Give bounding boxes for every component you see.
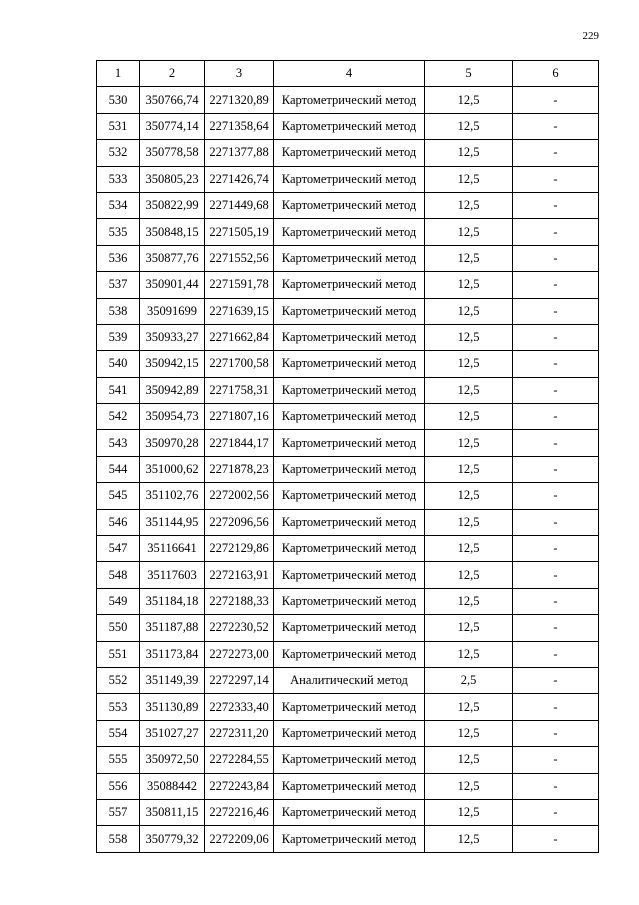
note-cell: - [513,615,599,641]
x-coordinate-cell: 35091699 [140,298,205,324]
point-number-cell: 549 [97,588,140,614]
note-cell: - [513,113,599,139]
method-cell: Картометрический метод [274,588,425,614]
accuracy-cell: 12,5 [425,826,513,852]
header-cell: 2 [140,61,205,87]
method-cell: Картометрический метод [274,509,425,535]
x-coordinate-cell: 351187,88 [140,615,205,641]
x-coordinate-cell: 350848,15 [140,219,205,245]
page-number: 229 [582,30,599,42]
note-cell: - [513,140,599,166]
y-coordinate-cell: 2271844,17 [205,430,274,456]
accuracy-cell: 12,5 [425,799,513,825]
x-coordinate-cell: 351027,27 [140,720,205,746]
header-cell: 5 [425,61,513,87]
x-coordinate-cell: 351173,84 [140,641,205,667]
method-cell: Картометрический метод [274,615,425,641]
accuracy-cell: 12,5 [425,404,513,430]
x-coordinate-cell: 350766,74 [140,87,205,113]
accuracy-cell: 12,5 [425,377,513,403]
y-coordinate-cell: 2271449,68 [205,192,274,218]
point-number-cell: 535 [97,219,140,245]
method-cell: Картометрический метод [274,87,425,113]
note-cell: - [513,298,599,324]
table-header-row [97,61,599,87]
accuracy-cell: 12,5 [425,87,513,113]
method-cell: Картометрический метод [274,826,425,852]
x-coordinate-cell: 351130,89 [140,694,205,720]
accuracy-cell: 12,5 [425,641,513,667]
note-cell: - [513,456,599,482]
note-cell: - [513,747,599,773]
note-cell: - [513,641,599,667]
method-cell: Картометрический метод [274,773,425,799]
accuracy-cell: 12,5 [425,588,513,614]
x-coordinate-cell: 351149,39 [140,667,205,693]
table-row [97,641,599,667]
y-coordinate-cell: 2272230,52 [205,615,274,641]
y-coordinate-cell: 2272243,84 [205,773,274,799]
accuracy-cell: 12,5 [425,747,513,773]
method-cell: Картометрический метод [274,430,425,456]
point-number-cell: 557 [97,799,140,825]
accuracy-cell: 12,5 [425,298,513,324]
note-cell: - [513,562,599,588]
method-cell: Картометрический метод [274,404,425,430]
method-cell: Картометрический метод [274,113,425,139]
point-number-cell: 555 [97,747,140,773]
note-cell: - [513,324,599,350]
x-coordinate-cell: 350972,50 [140,747,205,773]
x-coordinate-cell: 350805,23 [140,166,205,192]
table-row [97,324,599,350]
x-coordinate-cell: 351144,95 [140,509,205,535]
x-coordinate-cell: 350822,99 [140,192,205,218]
y-coordinate-cell: 2272129,86 [205,536,274,562]
note-cell: - [513,694,599,720]
accuracy-cell: 12,5 [425,166,513,192]
y-coordinate-cell: 2272188,33 [205,588,274,614]
note-cell: - [513,826,599,852]
point-number-cell: 552 [97,667,140,693]
x-coordinate-cell: 350901,44 [140,272,205,298]
table-row [97,694,599,720]
accuracy-cell: 12,5 [425,245,513,271]
note-cell: - [513,219,599,245]
y-coordinate-cell: 2272002,56 [205,483,274,509]
note-cell: - [513,667,599,693]
note-cell: - [513,351,599,377]
y-coordinate-cell: 2272311,20 [205,720,274,746]
header-cell: 6 [513,61,599,87]
table-body [97,61,599,853]
table-row [97,483,599,509]
note-cell: - [513,192,599,218]
accuracy-cell: 12,5 [425,324,513,350]
table-row [97,351,599,377]
point-number-cell: 542 [97,404,140,430]
accuracy-cell: 12,5 [425,773,513,799]
accuracy-cell: 12,5 [425,456,513,482]
note-cell: - [513,509,599,535]
header-cell: 4 [274,61,425,87]
header-cell: 3 [205,61,274,87]
y-coordinate-cell: 2271320,89 [205,87,274,113]
table-row [97,166,599,192]
table-row [97,667,599,693]
y-coordinate-cell: 2272297,14 [205,667,274,693]
accuracy-cell: 12,5 [425,430,513,456]
method-cell: Картометрический метод [274,219,425,245]
method-cell: Картометрический метод [274,351,425,377]
point-number-cell: 530 [97,87,140,113]
point-number-cell: 558 [97,826,140,852]
point-number-cell: 553 [97,694,140,720]
table-row [97,219,599,245]
y-coordinate-cell: 2271552,56 [205,245,274,271]
method-cell: Картометрический метод [274,192,425,218]
table-row [97,456,599,482]
y-coordinate-cell: 2271878,23 [205,456,274,482]
point-number-cell: 544 [97,456,140,482]
method-cell: Картометрический метод [274,298,425,324]
note-cell: - [513,245,599,271]
coordinates-table [96,60,599,853]
accuracy-cell: 12,5 [425,483,513,509]
x-coordinate-cell: 350811,15 [140,799,205,825]
y-coordinate-cell: 2271426,74 [205,166,274,192]
method-cell: Картометрический метод [274,324,425,350]
note-cell: - [513,588,599,614]
table-row [97,404,599,430]
point-number-cell: 541 [97,377,140,403]
table-row [97,562,599,588]
point-number-cell: 547 [97,536,140,562]
table-row [97,588,599,614]
x-coordinate-cell: 350942,15 [140,351,205,377]
note-cell: - [513,483,599,509]
y-coordinate-cell: 2272096,56 [205,509,274,535]
y-coordinate-cell: 2272333,40 [205,694,274,720]
y-coordinate-cell: 2271639,15 [205,298,274,324]
y-coordinate-cell: 2272163,91 [205,562,274,588]
accuracy-cell: 12,5 [425,509,513,535]
point-number-cell: 536 [97,245,140,271]
point-number-cell: 545 [97,483,140,509]
note-cell: - [513,720,599,746]
accuracy-cell: 12,5 [425,140,513,166]
method-cell: Аналитический метод [274,667,425,693]
method-cell: Картометрический метод [274,245,425,271]
accuracy-cell: 12,5 [425,113,513,139]
x-coordinate-cell: 350774,14 [140,113,205,139]
table-row [97,430,599,456]
point-number-cell: 540 [97,351,140,377]
table-row [97,509,599,535]
point-number-cell: 550 [97,615,140,641]
point-number-cell: 534 [97,192,140,218]
method-cell: Картометрический метод [274,456,425,482]
y-coordinate-cell: 2272209,06 [205,826,274,852]
x-coordinate-cell: 35117603 [140,562,205,588]
header-cell: 1 [97,61,140,87]
accuracy-cell: 12,5 [425,351,513,377]
x-coordinate-cell: 350942,89 [140,377,205,403]
x-coordinate-cell: 350933,27 [140,324,205,350]
note-cell: - [513,377,599,403]
y-coordinate-cell: 2271807,16 [205,404,274,430]
note-cell: - [513,272,599,298]
point-number-cell: 543 [97,430,140,456]
table-row [97,799,599,825]
y-coordinate-cell: 2272216,46 [205,799,274,825]
note-cell: - [513,773,599,799]
method-cell: Картометрический метод [274,562,425,588]
table-row [97,192,599,218]
x-coordinate-cell: 351184,18 [140,588,205,614]
point-number-cell: 539 [97,324,140,350]
point-number-cell: 531 [97,113,140,139]
point-number-cell: 537 [97,272,140,298]
note-cell: - [513,87,599,113]
table-row [97,245,599,271]
table-row [97,747,599,773]
method-cell: Картометрический метод [274,483,425,509]
accuracy-cell: 12,5 [425,694,513,720]
accuracy-cell: 2,5 [425,667,513,693]
method-cell: Картометрический метод [274,694,425,720]
table-row [97,536,599,562]
method-cell: Картометрический метод [274,140,425,166]
method-cell: Картометрический метод [274,799,425,825]
table-row [97,720,599,746]
x-coordinate-cell: 351000,62 [140,456,205,482]
y-coordinate-cell: 2271700,58 [205,351,274,377]
x-coordinate-cell: 350779,32 [140,826,205,852]
accuracy-cell: 12,5 [425,536,513,562]
method-cell: Картометрический метод [274,272,425,298]
table-row [97,615,599,641]
accuracy-cell: 12,5 [425,615,513,641]
note-cell: - [513,166,599,192]
note-cell: - [513,799,599,825]
y-coordinate-cell: 2271377,88 [205,140,274,166]
y-coordinate-cell: 2271591,78 [205,272,274,298]
point-number-cell: 532 [97,140,140,166]
table-row [97,87,599,113]
method-cell: Картометрический метод [274,377,425,403]
point-number-cell: 551 [97,641,140,667]
method-cell: Картометрический метод [274,536,425,562]
point-number-cell: 548 [97,562,140,588]
y-coordinate-cell: 2272284,55 [205,747,274,773]
y-coordinate-cell: 2271758,31 [205,377,274,403]
table-row [97,272,599,298]
point-number-cell: 533 [97,166,140,192]
y-coordinate-cell: 2271505,19 [205,219,274,245]
table-row [97,298,599,324]
accuracy-cell: 12,5 [425,219,513,245]
note-cell: - [513,404,599,430]
accuracy-cell: 12,5 [425,272,513,298]
accuracy-cell: 12,5 [425,562,513,588]
x-coordinate-cell: 351102,76 [140,483,205,509]
table-row [97,113,599,139]
point-number-cell: 556 [97,773,140,799]
point-number-cell: 554 [97,720,140,746]
y-coordinate-cell: 2271358,64 [205,113,274,139]
y-coordinate-cell: 2272273,00 [205,641,274,667]
note-cell: - [513,430,599,456]
table-row [97,773,599,799]
method-cell: Картометрический метод [274,720,425,746]
accuracy-cell: 12,5 [425,192,513,218]
table-row [97,140,599,166]
method-cell: Картометрический метод [274,747,425,773]
note-cell: - [513,536,599,562]
x-coordinate-cell: 350954,73 [140,404,205,430]
x-coordinate-cell: 350778,58 [140,140,205,166]
x-coordinate-cell: 350877,76 [140,245,205,271]
x-coordinate-cell: 35116641 [140,536,205,562]
point-number-cell: 538 [97,298,140,324]
point-number-cell: 546 [97,509,140,535]
method-cell: Картометрический метод [274,166,425,192]
y-coordinate-cell: 2271662,84 [205,324,274,350]
table-row [97,826,599,852]
accuracy-cell: 12,5 [425,720,513,746]
x-coordinate-cell: 35088442 [140,773,205,799]
table-row [97,377,599,403]
x-coordinate-cell: 350970,28 [140,430,205,456]
method-cell: Картометрический метод [274,641,425,667]
